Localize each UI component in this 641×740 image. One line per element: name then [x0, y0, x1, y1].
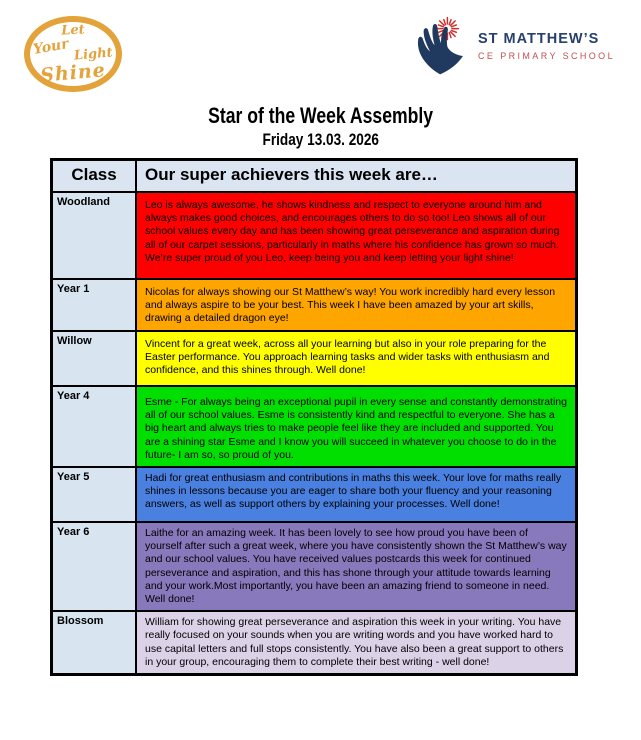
- logo-word: Light: [73, 45, 114, 64]
- star-of-week-table: [50, 158, 578, 676]
- table-row: [53, 387, 575, 468]
- achiever-message-cell: Esme - For always being an exceptional pupil in every sense and constantly demonstrating all of our school values. Esme is consistently kind and respectful to everyone. She has a big heart and always tries to make people feel like they are included and supported. You are a shining star Esme and I know you will succeed in whatever you choose to do in the future- I am so, so proud of you.: [137, 387, 575, 466]
- school-subtitle: CE PRIMARY SCHOOL: [478, 50, 615, 61]
- table-row: [53, 193, 575, 280]
- header-achievers: Our super achievers this week are…: [137, 161, 575, 191]
- page-date: Friday 13.03. 2026: [262, 130, 379, 149]
- table-row: [53, 280, 575, 332]
- table-row: [53, 332, 575, 387]
- achiever-message-cell: William for showing great perseverance and aspiration this week in your writing. You have really focused on your sounds when you are writing words and you have worked hard to use capital letters and full stops consistently. You have also been a great support to others in your group, encouraging them to complete their best writing - well done!: [137, 612, 575, 673]
- logo-word: Your: [31, 36, 70, 58]
- let-your-light-shine-logo: [24, 16, 122, 92]
- table-row: [53, 468, 575, 523]
- logo-word: Let: [60, 22, 86, 39]
- table-row: [53, 612, 575, 673]
- class-name-cell: Year 1: [53, 280, 137, 330]
- page-title: Star of the Week Assembly: [208, 103, 433, 128]
- achiever-message-cell: Nicolas for always showing our St Matthew’s way! You work incredibly hard every lesson and always aspire to be your best. This week I have been amazed by your art skills, drawing a detailed dragon eye!: [137, 280, 575, 330]
- header-class: Class: [53, 161, 137, 191]
- class-name-cell: Blossom: [53, 612, 137, 673]
- class-name-cell: Willow: [53, 332, 137, 385]
- table-header-row: [53, 161, 575, 193]
- achiever-message-cell: Laithe for an amazing week. It has been lovely to see how proud you have been of yourself after such a great week, where you have consistently shown the St Matthew’s way and our school values. You have received values postcards this week for continued perseverance and aspiration, and this has shone through your attitude towards learning and your work.Most importantly, you have been an amazing friend to someone in need. Well done!: [137, 523, 575, 610]
- class-name-cell: Year 6: [53, 523, 137, 610]
- class-name-cell: Woodland: [53, 193, 137, 278]
- table-row: [53, 523, 575, 612]
- achiever-message-cell: Leo is always awesome, he shows kindness and respect to everyone around him and always makes good choices, and encourages others to do so too! Leo shows all of our school values every day and has been showing great perseverance and aspiration during all of our carpet sessions, particularly in maths where his confidence has grown so much. We’re super proud of you Leo, keep being you and keep letting your light shine!: [137, 193, 575, 278]
- school-name: ST MATTHEW’S: [478, 30, 600, 47]
- logo-word: Shine: [39, 59, 107, 87]
- st-matthews-school-logo: [408, 14, 615, 78]
- class-name-cell: Year 4: [53, 387, 137, 466]
- achiever-message-cell: Hadi for great enthusiasm and contributions in maths this week. Your love for maths really shines in lessons because you are eager to share both your fluency and your reasoning answers, as well as support others by explaining your processes. Well done!: [137, 468, 575, 521]
- school-name-block: [478, 31, 615, 62]
- achiever-message-cell: Vincent for a great week, across all your learning but also in your role preparing for the Easter performance. You approach learning tasks and wider tasks with enthusiasm and confidence, and this shines through. Well done!: [137, 332, 575, 385]
- hand-and-sun-icon: [408, 14, 474, 78]
- class-name-cell: Year 5: [53, 468, 137, 521]
